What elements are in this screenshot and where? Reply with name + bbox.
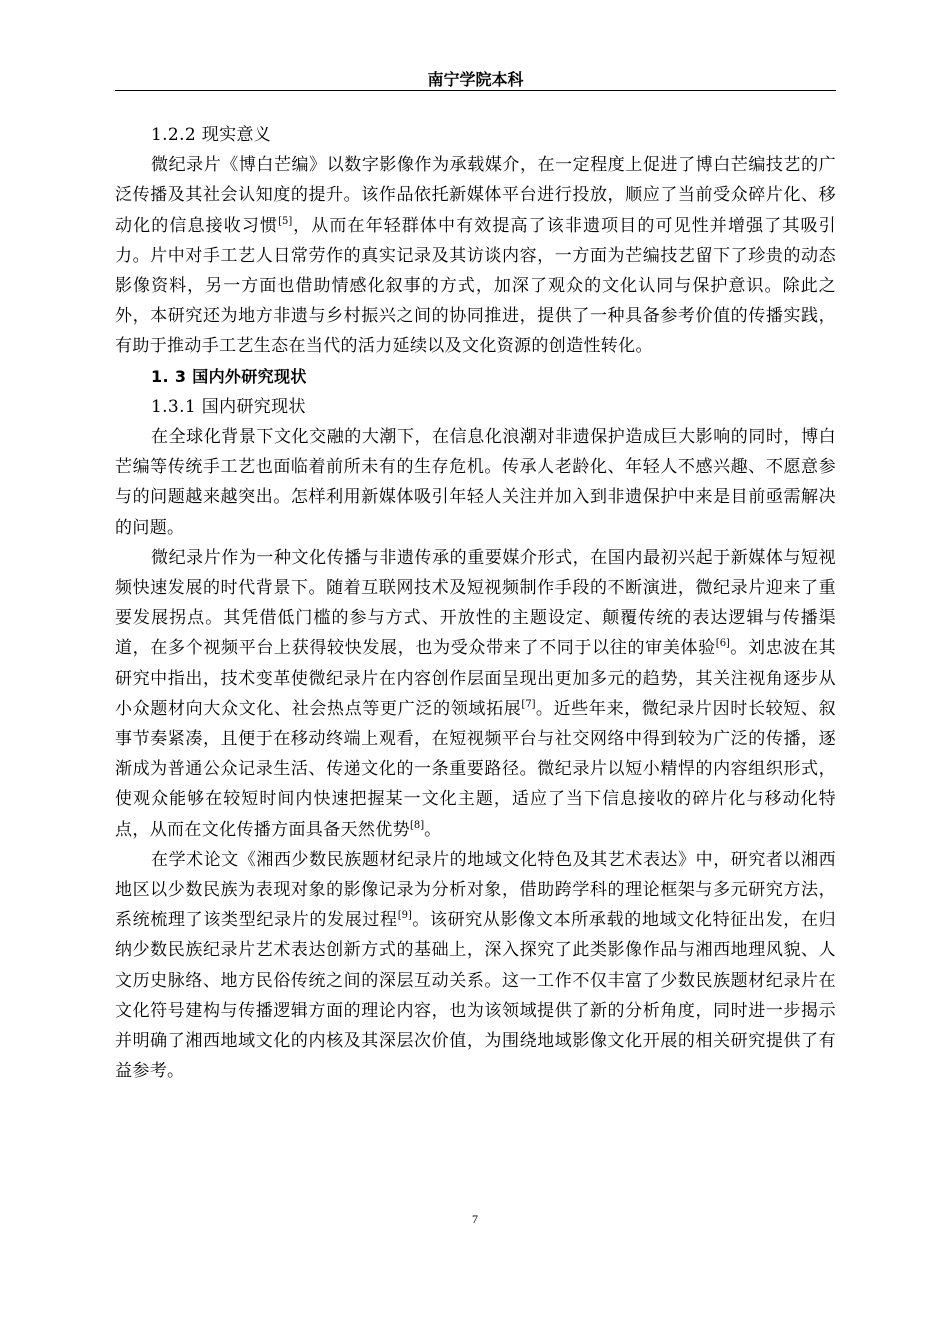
citation-9: [9] [397,910,412,922]
text-run: 微纪录片作为一种文化传播与非遗传承的重要媒介形式，在国内最初兴起于新媒体与短视频快速发展的时代背景下。随着互联网技术及短视频制作手段的不断演进，微纪录片迎来了重要发展拐点。其凭借低门槛的参与方式、开放性的主题设定、颠覆传统的表达逻辑与传播渠道，在多个视频平台上获得较快发展，也为受众带来了不同于以往的审美体验 [115,547,836,659]
page-number: 7 [472,1212,478,1226]
citation-6: [6] [715,638,730,650]
citation-5: [5] [278,215,293,227]
text-run: 微纪录片《博白芒编》以数字影像作为承载媒介，在一定程度上促进了博白芒编技艺的广泛传播及其社会认知度的提升。该作品依托新媒体平台进行投放，顺应了当前受众碎片化、移动化的信息接收习惯 [115,155,836,236]
text-run: 。该研究从影像文本所承载的地域文化特征出发，在归纳少数民族纪录片艺术表达创新方式的基础上，深入探究了此类影像作品与湘西地理风貌、人文历史脉络、地方民俗传统之间的深层互动关系。这一工作不仅丰富了少数民族题材纪录片在文化符号建构与传播逻辑方面的理论内容，也为该领域提供了新的分析角度，同时进一步揭示并明确了湘西地域文化的内核及其深层次价值，为围绕地域影像文化开展的相关研究提供了有益参考。 [115,910,836,1082]
text-run: 。 [424,819,442,840]
text-run: 在学术论文《湘西少数民族题材纪录片的地域文化特色及其艺术表达》中，研究者以湘西地区以少数民族为表现对象的影像记录为分析对象，借助跨学科的理论框架与多元研究方法，系统梳理了该类型纪录片的发展过程 [115,849,836,931]
text-run: ，从而在年轻群体中有效提高了该非遗项目的可见性并增强了其吸引力。片中对手工艺人日常劳作的真实记录及其访谈内容，一方面为芒编技艺留下了珍贵的动态影像资料，另一方面也借助情感化叙事的方式，加深了观众的文化认同与保护意识。除此之外，本研究还为地方非遗与乡村振兴之间的协同推进，提供了一种具备参考价值的传播实践，有助于推动手工艺生态在当代的活力延续以及文化资源的创造性转化。 [115,215,837,357]
citation-8: [8] [409,819,425,831]
paragraph-practical-significance [115,150,836,361]
section-heading-1-3-1: 1.3.1 国内研究现状 [151,396,306,417]
paragraph-domestic-2 [115,543,836,845]
page-header: 南宁学院本科 [115,70,836,91]
text-run: 。刘忠波在其研究中指出，技术变革使微纪录片在内容创作层面呈现出更加多元的趋势，其关注视角逐步从小众题材向大众文化、社会热点等更广泛的领域拓展 [115,638,836,719]
document-body [115,120,836,1087]
section-heading-1-2-2: 1.2.2 现实意义 [151,125,272,145]
text-run: 。近些年来，微纪录片因时长较短、叙事节奏紧凑，且便于在移动终端上观看，在短视频平台与社交网络中得到较为广泛的传播，逐渐成为普通公众记录生活、传递文化的一条重要路径。微纪录片以短小精悍的内容组织形式，使观众能够在较短时间内快速把握某一文化主题，适应了当下信息接收的碎片化与移动化特点，从而在文化传播方面具备天然优势 [115,698,836,840]
paragraph-domestic-3 [115,845,836,1087]
section-heading-1-3: 1. 3 国内外研究现状 [151,366,307,386]
citation-7: [7] [521,698,536,710]
paragraph-domestic-1: 在全球化背景下文化交融的大潮下，在信息化浪潮对非遗保护造成巨大影响的同时，博白芒编等传统手工艺也面临着前所未有的生存危机。传承人老龄化、年轻人不感兴趣、不愿意参与的问题越来越突出。怎样利用新媒体吸引年轻人关注并加入到非遗保护中来是目前亟需解决的问题。 [115,427,836,538]
